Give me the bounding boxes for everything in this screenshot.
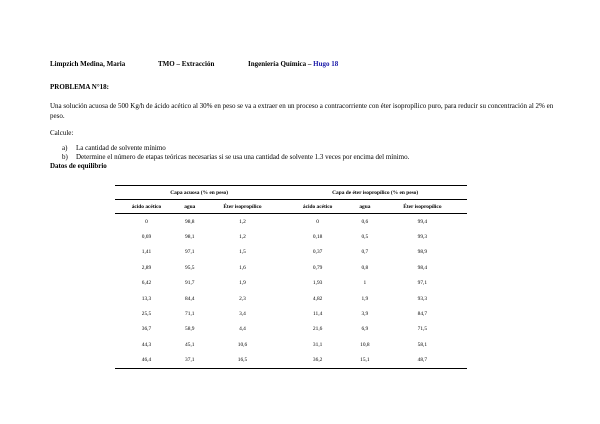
table-row [115, 306, 467, 321]
problem-title: PROBLEMA N°18: [50, 83, 109, 91]
table-row [115, 260, 467, 275]
table-row [115, 245, 467, 260]
table-cell: 44,3 [141, 341, 152, 348]
calcule-label: Calcule: [50, 129, 74, 137]
table-cell: 98,9 [417, 249, 428, 256]
table-cell: 2,89 [141, 264, 152, 271]
table-cell: 10,8 [360, 341, 370, 348]
table-cell: 93,3 [417, 295, 428, 302]
table-cell: 36,2 [283, 353, 352, 369]
table-cell: 1,9 [361, 295, 369, 302]
table-cell: 46,4 [115, 353, 178, 369]
table-cell: 71,5 [417, 326, 428, 333]
table-cell: 31,1 [312, 341, 323, 348]
table-row [115, 322, 467, 337]
table-cell: 97,1 [185, 249, 195, 256]
table-cell: 21,6 [312, 326, 323, 333]
column-header: Éter isopropílico [378, 200, 467, 214]
list-item-label: b) [62, 152, 68, 161]
column-header: Éter isopropílico [202, 200, 284, 214]
header-department: Ingeniería Química [248, 60, 307, 68]
table-cell: 15,1 [352, 353, 378, 369]
table-cell: 98,1 [185, 234, 195, 241]
table-row [115, 229, 467, 244]
table-cell: 58,1 [417, 341, 428, 348]
header-separator: – [306, 60, 314, 68]
table-cell: 16,5 [202, 353, 284, 369]
table-cell: 84,4 [185, 295, 195, 302]
table-cell: 71,1 [185, 311, 195, 318]
table-cell: 1 [363, 280, 367, 287]
table-row [115, 276, 467, 291]
table-cell: 0,69 [141, 234, 152, 241]
table-cell: 95,5 [185, 264, 195, 271]
table-cell: 25,5 [141, 311, 152, 318]
table-cell: 0 [316, 218, 319, 225]
table-cell: 0,37 [312, 249, 323, 256]
table-cell: 11,4 [313, 311, 323, 318]
column-header: ácido acético [115, 200, 178, 214]
table-cell: 98,4 [417, 264, 428, 271]
table-cell: 37,1 [178, 353, 202, 369]
header-author: Limpzich Medina, Maria [50, 60, 126, 68]
table-cell: 1,93 [312, 280, 323, 287]
table-cell: 1,9 [239, 280, 246, 287]
table-cell: 13,3 [141, 295, 152, 302]
table-row [115, 337, 467, 352]
list-item [62, 153, 409, 162]
table-group-header-row [115, 186, 467, 200]
table-cell: 1,2 [239, 218, 246, 225]
table-cell: 45,1 [185, 341, 195, 348]
table-cell: 99,3 [417, 234, 428, 241]
table-cell: 0,7 [361, 249, 369, 256]
table-cell: 1,5 [239, 249, 246, 256]
table-cell: 36,7 [141, 326, 152, 333]
list-item [62, 144, 409, 153]
table-cell: 2,3 [239, 295, 246, 302]
table-cell: 99,4 [417, 218, 428, 225]
table-cell: 97,1 [417, 280, 428, 287]
header-department-group [248, 60, 338, 68]
table-cell: 1,2 [239, 234, 246, 241]
column-header: agua [352, 200, 378, 214]
list-item-text: La cantidad de solvente mínimo [76, 144, 166, 152]
table-cell: 0 [145, 218, 148, 225]
column-header: ácido acético [283, 200, 352, 214]
table-cell: 3,9 [361, 311, 369, 318]
table-cell: 1,6 [239, 264, 246, 271]
group-header-ether: Capa de éter isopropílico (% en peso) [283, 186, 467, 200]
table-cell: 0,8 [361, 264, 369, 271]
table-row [115, 291, 467, 306]
table-cell: 4,4 [239, 326, 246, 333]
group-header-aqueous: Capa acuosa (% en peso) [115, 186, 283, 200]
column-header: agua [178, 200, 202, 214]
table-cell: 84,7 [417, 311, 428, 318]
list-item-text: Determine el número de etapas teóricas necesarias si se usa una cantidad de solvente 1.3 veces por encima del mínimo. [76, 152, 410, 161]
table-cell: 0,6 [361, 218, 369, 225]
table-cell: 0,79 [312, 264, 323, 271]
table-column-header-row [115, 200, 467, 214]
table-cell: 91,7 [185, 280, 195, 287]
table-cell: 3,4 [239, 311, 246, 318]
table-cell: 48,7 [378, 353, 467, 369]
equilibrium-title: Datos de equilibrio [50, 162, 107, 170]
table-cell: 58,9 [185, 326, 195, 333]
table-cell: 10,6 [237, 341, 248, 348]
header-name: Hugo 18 [313, 60, 339, 68]
table-cell: 1,41 [141, 249, 152, 256]
list-item-label: a) [62, 144, 68, 152]
equilibrium-table [115, 185, 467, 369]
header-course: TMO – Extracción [158, 60, 215, 68]
table-cell: 0,18 [312, 234, 323, 241]
question-list [62, 144, 409, 161]
table-cell: 6,42 [141, 280, 152, 287]
table-row [115, 214, 467, 230]
table-body [115, 214, 467, 369]
table-cell: 6,9 [361, 326, 369, 333]
problem-statement: Una solución acuosa de 500 Kg/h de ácido acético al 30% en peso se va a extraer en un proceso a contracorriente con éter isopropílico puro, para reducir su concentración al 2% en peso. [50, 102, 554, 120]
table-cell: 0,5 [361, 234, 369, 241]
table-cell: 4,82 [312, 295, 323, 302]
table-row [115, 353, 467, 369]
table-cell: 98,8 [185, 218, 195, 225]
